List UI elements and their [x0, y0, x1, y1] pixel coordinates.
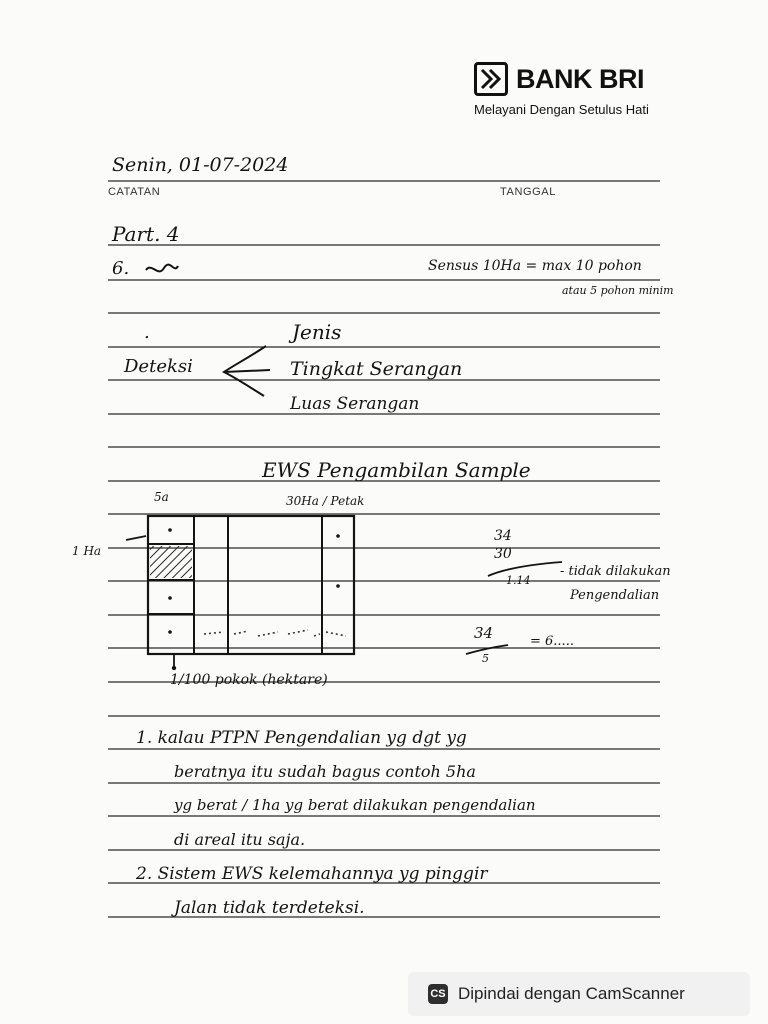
- per-100-pokok: 1/100 pokok (hektare): [170, 672, 328, 688]
- calc-30: 30: [494, 546, 512, 562]
- calc-note-1: - tidak dilakukan: [560, 564, 671, 579]
- point-1-line-2: beratnya itu sudah bagus contoh 5ha: [174, 762, 476, 781]
- sensus-line-1: Sensus 10Ha = max 10 pohon: [428, 258, 642, 274]
- catatan-label: CATATAN: [108, 186, 161, 198]
- branch-arrow: [218, 340, 278, 400]
- sensus-line-2: atau 5 pohon minim: [562, 284, 674, 297]
- part-heading: Part. 4: [112, 222, 180, 246]
- label-1ha: 1 Ha: [72, 544, 102, 558]
- brand-name: BANK BRI: [516, 64, 644, 94]
- calc-note-2: Pengendalian: [570, 588, 660, 603]
- point-1-line-4: di areal itu saja.: [174, 830, 306, 849]
- camscanner-icon: CS: [428, 984, 448, 1004]
- luas-serangan-label: Luas Serangan: [290, 394, 420, 414]
- point-1-line-1: 1. kalau PTPN Pengendalian yg dgt yg: [136, 728, 467, 748]
- label-5a: 5a: [154, 490, 169, 504]
- point-1-line-3: yg berat / 1ha yg berat dilakukan pengendalian: [174, 796, 536, 814]
- calc-34: 34: [494, 528, 512, 544]
- point-2-line-2: Jalan tidak terdeteksi.: [174, 898, 365, 918]
- bri-emblem-icon: [474, 62, 508, 96]
- handwritten-date: Senin, 01-07-2024: [112, 154, 289, 176]
- brand-tagline: Melayani Dengan Setulus Hati: [474, 102, 649, 117]
- item-marker: 6.: [112, 258, 130, 279]
- field-block-sketch: [108, 506, 368, 696]
- calc-result: 1.14: [506, 574, 531, 587]
- jenis-label: Jenis: [292, 320, 342, 344]
- point-2-line-1: 2. Sistem EWS kelemahannya yg pinggir: [136, 864, 488, 884]
- scribble-mark: [142, 260, 182, 280]
- calc2-5: 5: [482, 652, 489, 665]
- calc2-fraction-line: [464, 642, 514, 658]
- label-30ha: 30Ha / Petak: [286, 494, 365, 508]
- tanggal-label: TANGGAL: [500, 186, 556, 198]
- tingkat-serangan-label: Tingkat Serangan: [290, 358, 463, 380]
- calc2-result: = 6.....: [530, 634, 574, 649]
- calc2-34: 34: [474, 624, 494, 642]
- ews-title: EWS Pengambilan Sample: [262, 458, 531, 482]
- camscanner-text: Dipindai dengan CamScanner: [458, 984, 685, 1003]
- deteksi-label: Deteksi: [124, 356, 193, 377]
- bank-bri-logo: [474, 62, 704, 122]
- camscanner-watermark: [408, 972, 750, 1016]
- bullet-dot: .: [144, 322, 150, 343]
